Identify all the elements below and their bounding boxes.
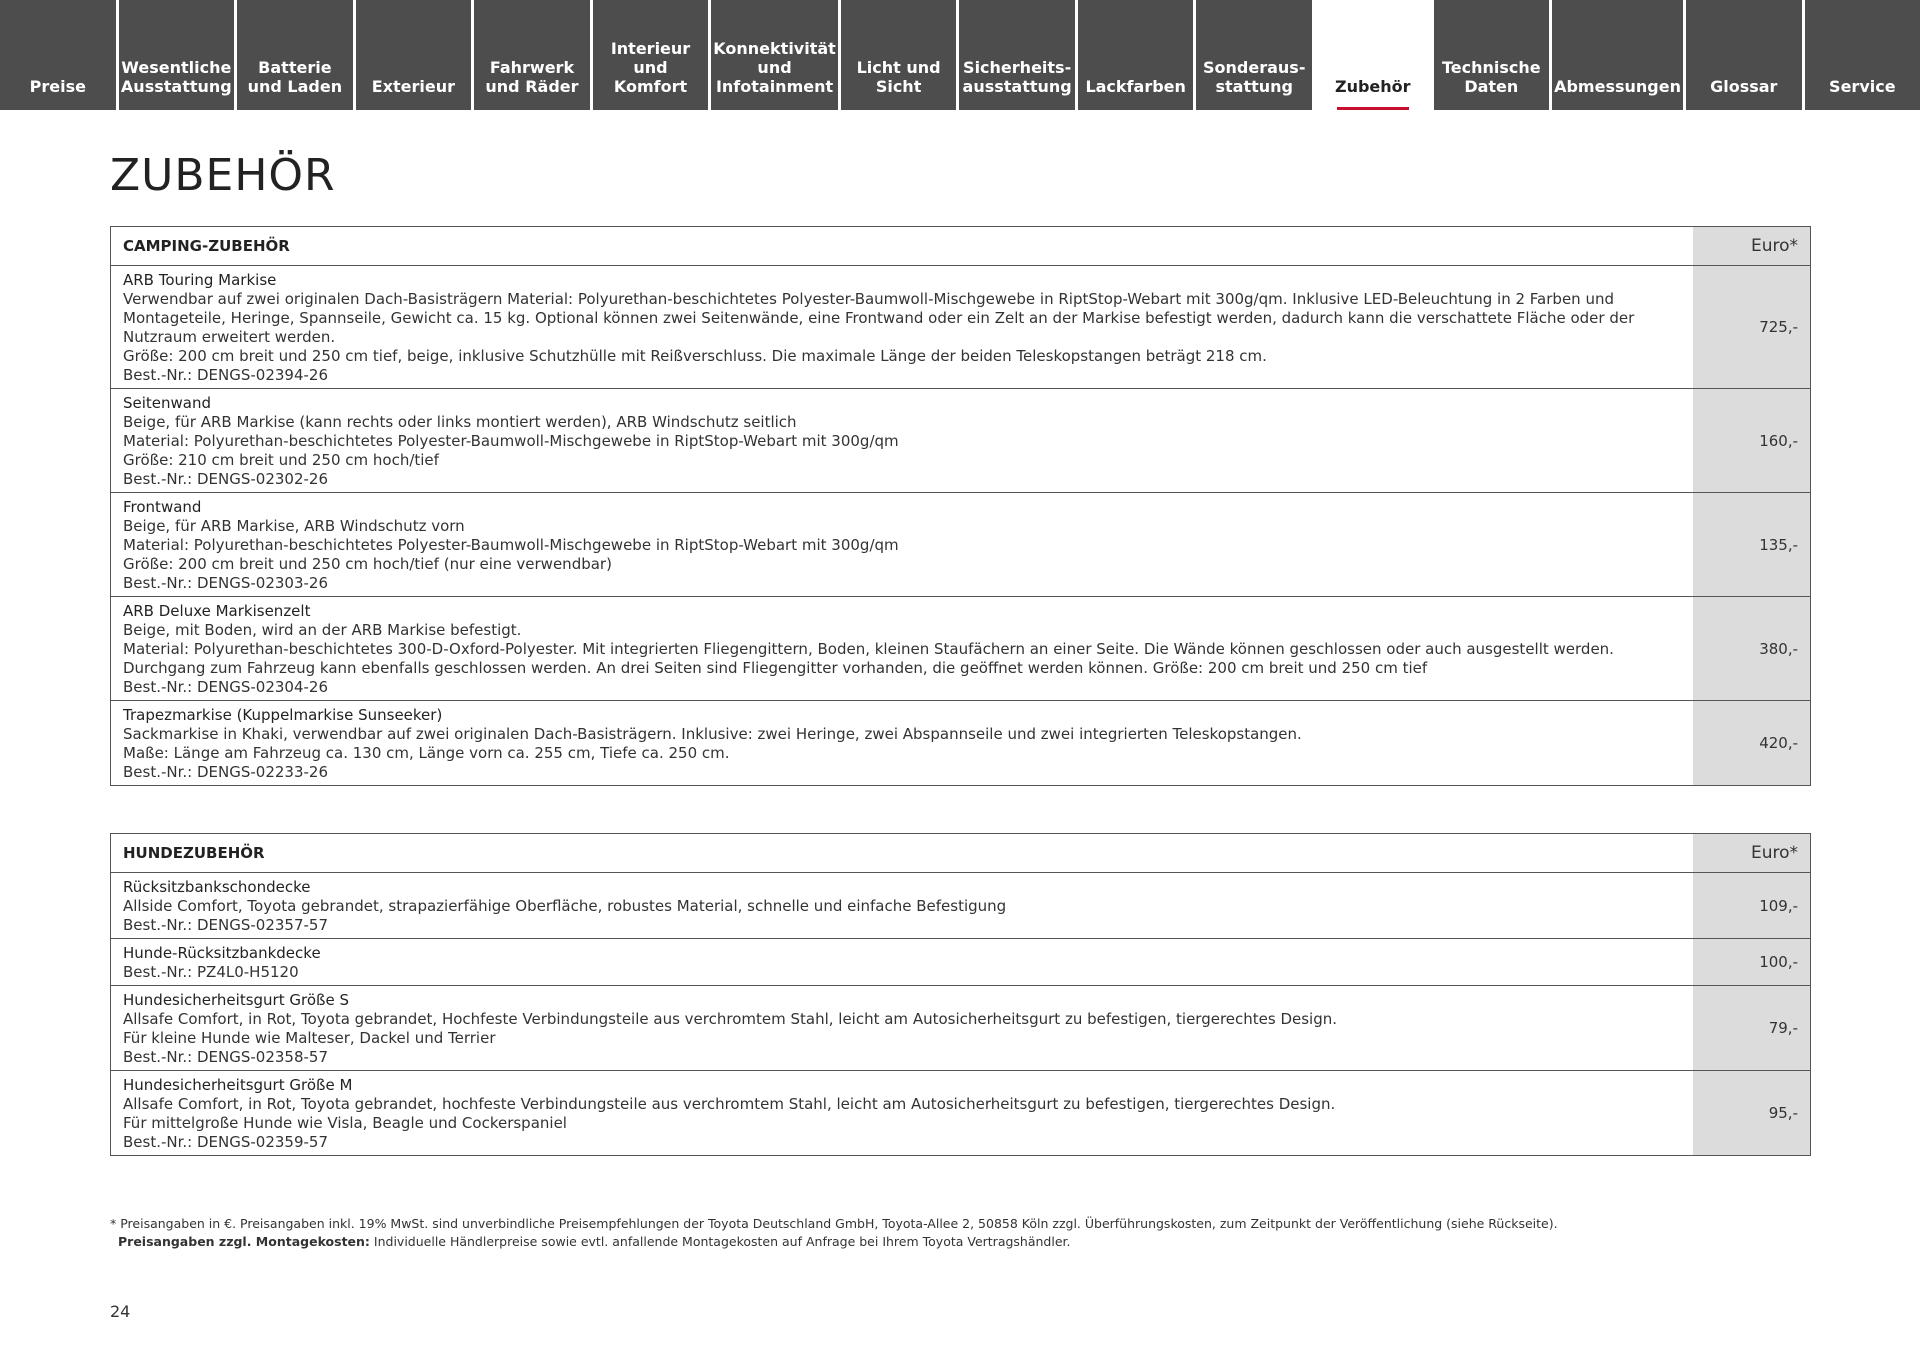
table-header: [111, 227, 1810, 266]
item-detail-line: Best.-Nr.: DENGS-02357-57: [123, 916, 329, 934]
item-detail-line: Beige, für ARB Markise (kann rechts oder links montiert werden), ARB Windschutz seitlich: [123, 413, 797, 431]
page-title: ZUBEHÖR: [110, 150, 336, 201]
footnote-text: Individuelle Händlerpreise sowie evtl. anfallende Montagekosten auf Anfrage bei Ihrem Toyota Vertragshändler.: [369, 1234, 1071, 1249]
table-body: [111, 873, 1810, 1155]
item-detail-line: Best.-Nr.: DENGS-02394-26: [123, 366, 329, 384]
table-row: [111, 266, 1810, 388]
item-detail-line: Montageteile, Heringe, Spannseile, Gewicht ca. 15 kg. Optional können zwei Seitenwände, eine Frontwand oder ein Zelt an der Markise befestigt werden, dadurch kann die verschattete Fläche oder der: [123, 309, 1635, 327]
tab-label: Zubehör: [1334, 77, 1411, 96]
item-detail-line: Best.-Nr.: DENGS-02358-57: [123, 1048, 329, 1066]
tab-label: Exterieur: [371, 77, 456, 96]
item-detail-line: Verwendbar auf zwei originalen Dach-Basisträgern Material: Polyurethan-beschichtetes Polyester-Baumwoll-Mischgewebe in RiptStop-Webart mit 300g/qm. Inklusive LED-Beleuchtung in 2 Farben und: [123, 290, 1614, 308]
item-name: Seitenwand: [123, 394, 212, 412]
section-title: CAMPING-ZUBEHÖR: [123, 237, 290, 255]
tab-label: Fahrwerk und Räder: [485, 58, 579, 96]
tab-sonderausstattung[interactable]: [1196, 0, 1312, 110]
table-body: [111, 266, 1810, 785]
tab-label: Abmessungen: [1554, 77, 1681, 96]
item-description: [111, 266, 1693, 388]
item-detail-line: Für mittelgroße Hunde wie Visla, Beagle und Cockerspaniel: [123, 1114, 567, 1132]
tab-batterie-und-laden[interactable]: [237, 0, 353, 110]
footnote-line-2: [110, 1233, 1558, 1251]
tab-lackfarben[interactable]: [1078, 0, 1194, 110]
table-row: [111, 492, 1810, 596]
item-name: Hundesicherheitsgurt Größe M: [123, 1076, 353, 1094]
tab-label: Technische Daten: [1442, 58, 1541, 96]
item-price: 100,-: [1693, 939, 1810, 985]
item-name: Hundesicherheitsgurt Größe S: [123, 991, 349, 1009]
footnote-line-1: * Preisangaben in €. Preisangaben inkl. 19% MwSt. sind unverbindliche Preisempfehlungen der Toyota Deutschland GmbH, Toyota-Allee 2, 50858 Köln zzgl. Überführungskosten, zum Zeitpunkt der Veröffentlichung (siehe Rückseite).: [110, 1216, 1558, 1231]
item-price: 725,-: [1693, 266, 1810, 388]
item-detail-line: Material: Polyurethan-beschichtetes Polyester-Baumwoll-Mischgewebe in RiptStop-Webart mit 300g/qm: [123, 536, 899, 554]
item-name: Hunde-Rücksitzbankdecke: [123, 944, 321, 962]
item-name: ARB Deluxe Markisenzelt: [123, 602, 311, 620]
table-row: [111, 985, 1810, 1070]
tab-konnektivitaet[interactable]: [711, 0, 838, 110]
table-row: [111, 938, 1810, 985]
table-row: [111, 700, 1810, 785]
table-row: [111, 873, 1810, 938]
tab-label: Licht und Sicht: [856, 58, 941, 96]
table-row: [111, 388, 1810, 492]
item-description: [111, 597, 1693, 700]
item-detail-line: Durchgang zum Fahrzeug kann ebenfalls geschlossen werden. An drei Seiten sind Fliegengitter vorhanden, die geöffnet werden können. Größe: 200 cm breit und 250 cm tief: [123, 659, 1428, 677]
item-detail-line: Sackmarkise in Khaki, verwendbar auf zwei originalen Dach-Basisträgern. Inklusive: zwei Heringe, zwei Abspannseile und zwei integrierten Teleskopstangen.: [123, 725, 1302, 743]
item-name: Rücksitzbankschondecke: [123, 878, 311, 896]
price-footnote: [110, 1215, 1558, 1251]
item-detail-line: Material: Polyurethan-beschichtetes 300-D-Oxford-Polyester. Mit integrierten Fliegengittern, Boden, kleinen Staufächern an einer Seite. Die Wände können geschlossen oder auch ausgestellt werden.: [123, 640, 1614, 658]
tab-glossar[interactable]: [1686, 0, 1802, 110]
item-price: 160,-: [1693, 389, 1810, 492]
section-title: HUNDEZUBEHÖR: [123, 844, 265, 862]
tab-label: Batterie und Laden: [247, 58, 343, 96]
tab-label: Glossar: [1710, 77, 1778, 96]
item-description: [111, 493, 1693, 596]
camping-accessories-table: [110, 226, 1811, 786]
tab-label: Wesentliche Ausstattung: [120, 58, 232, 96]
item-detail-line: Best.-Nr.: DENGS-02359-57: [123, 1133, 329, 1151]
item-price: 95,-: [1693, 1071, 1810, 1155]
section-nav: [0, 0, 1920, 110]
item-detail-line: Nutzraum erweitert werden.: [123, 328, 336, 346]
tab-licht-und-sicht[interactable]: [841, 0, 957, 110]
tab-label: Service: [1829, 77, 1896, 96]
dog-accessories-table: [110, 833, 1811, 1156]
item-detail-line: Material: Polyurethan-beschichtetes Polyester-Baumwoll-Mischgewebe in RiptStop-Webart mit 300g/qm: [123, 432, 899, 450]
item-detail-line: Allsafe Comfort, in Rot, Toyota gebrandet, Hochfeste Verbindungsteile aus verchromtem Stahl, leicht am Autosicherheitsgurt zu befestigen, tiergerechtes Design.: [123, 1010, 1338, 1028]
tab-label: Lackfarben: [1085, 77, 1186, 96]
item-price: 380,-: [1693, 597, 1810, 700]
item-detail-line: Best.-Nr.: PZ4L0-H5120: [123, 963, 299, 981]
item-description: [111, 701, 1693, 785]
item-detail-line: Beige, für ARB Markise, ARB Windschutz vorn: [123, 517, 465, 535]
tab-preise[interactable]: [0, 0, 116, 110]
item-detail-line: Best.-Nr.: DENGS-02303-26: [123, 574, 329, 592]
table-row: [111, 1070, 1810, 1155]
currency-header: Euro*: [1693, 227, 1810, 265]
tab-wesentliche-ausstattung[interactable]: [119, 0, 235, 110]
item-name: Trapezmarkise (Kuppelmarkise Sunseeker): [123, 706, 443, 724]
tab-technische-daten[interactable]: [1434, 0, 1550, 110]
item-description: [111, 1071, 1693, 1155]
table-header: [111, 834, 1810, 873]
tab-exterieur[interactable]: [356, 0, 472, 110]
item-description: [111, 389, 1693, 492]
item-detail-line: Best.-Nr.: DENGS-02302-26: [123, 470, 329, 488]
tab-interieur-und-komfort[interactable]: [593, 0, 709, 110]
item-detail-line: Best.-Nr.: DENGS-02304-26: [123, 678, 329, 696]
item-name: ARB Touring Markise: [123, 271, 277, 289]
tab-label: Sonderaus-stattung: [1203, 58, 1306, 96]
tab-service[interactable]: [1805, 0, 1920, 110]
item-detail-line: Best.-Nr.: DENGS-02233-26: [123, 763, 329, 781]
page-number: 24: [110, 1302, 131, 1321]
item-detail-line: Größe: 200 cm breit und 250 cm tief, beige, inklusive Schutzhülle mit Reißverschluss. Die maximale Länge der beiden Teleskopstangen beträgt 218 cm.: [123, 347, 1267, 365]
item-name: Frontwand: [123, 498, 202, 516]
currency-header: Euro*: [1693, 834, 1810, 872]
item-detail-line: Allside Comfort, Toyota gebrandet, strapazierfähige Oberfläche, robustes Material, schnelle und einfache Befestigung: [123, 897, 1007, 915]
item-description: [111, 873, 1693, 938]
tab-label: Preise: [29, 77, 86, 96]
item-description: [111, 939, 1693, 985]
tab-zubehoer[interactable]: [1315, 0, 1431, 110]
item-detail-line: Beige, mit Boden, wird an der ARB Markise befestigt.: [123, 621, 522, 639]
item-description: [111, 986, 1693, 1070]
tab-fahrwerk-und-raeder[interactable]: [474, 0, 590, 110]
item-detail-line: Allsafe Comfort, in Rot, Toyota gebrandet, hochfeste Verbindungsteile aus verchromtem Stahl, leicht am Autosicherheitsgurt zu befestigen, tiergerechtes Design.: [123, 1095, 1336, 1113]
item-detail-line: Maße: Länge am Fahrzeug ca. 130 cm, Länge vorn ca. 255 cm, Tiefe ca. 250 cm.: [123, 744, 730, 762]
item-price: 109,-: [1693, 873, 1810, 938]
item-price: 79,-: [1693, 986, 1810, 1070]
tab-abmessungen[interactable]: [1552, 0, 1683, 110]
active-tab-indicator: [1337, 107, 1409, 110]
item-price: 420,-: [1693, 701, 1810, 785]
table-row: [111, 596, 1810, 700]
tab-label: Interieur und Komfort: [610, 39, 691, 96]
footnote-bold-label: Preisangaben zzgl. Montagekosten:: [118, 1234, 370, 1249]
tab-label: Konnektivität und Infotainment: [713, 39, 836, 96]
item-price: 135,-: [1693, 493, 1810, 596]
item-detail-line: Größe: 210 cm breit und 250 cm hoch/tief: [123, 451, 439, 469]
item-detail-line: Für kleine Hunde wie Malteser, Dackel und Terrier: [123, 1029, 496, 1047]
tab-sicherheitsausstattung[interactable]: [959, 0, 1075, 110]
tab-label: Sicherheits-ausstattung: [962, 58, 1072, 96]
item-detail-line: Größe: 200 cm breit und 250 cm hoch/tief (nur eine verwendbar): [123, 555, 612, 573]
